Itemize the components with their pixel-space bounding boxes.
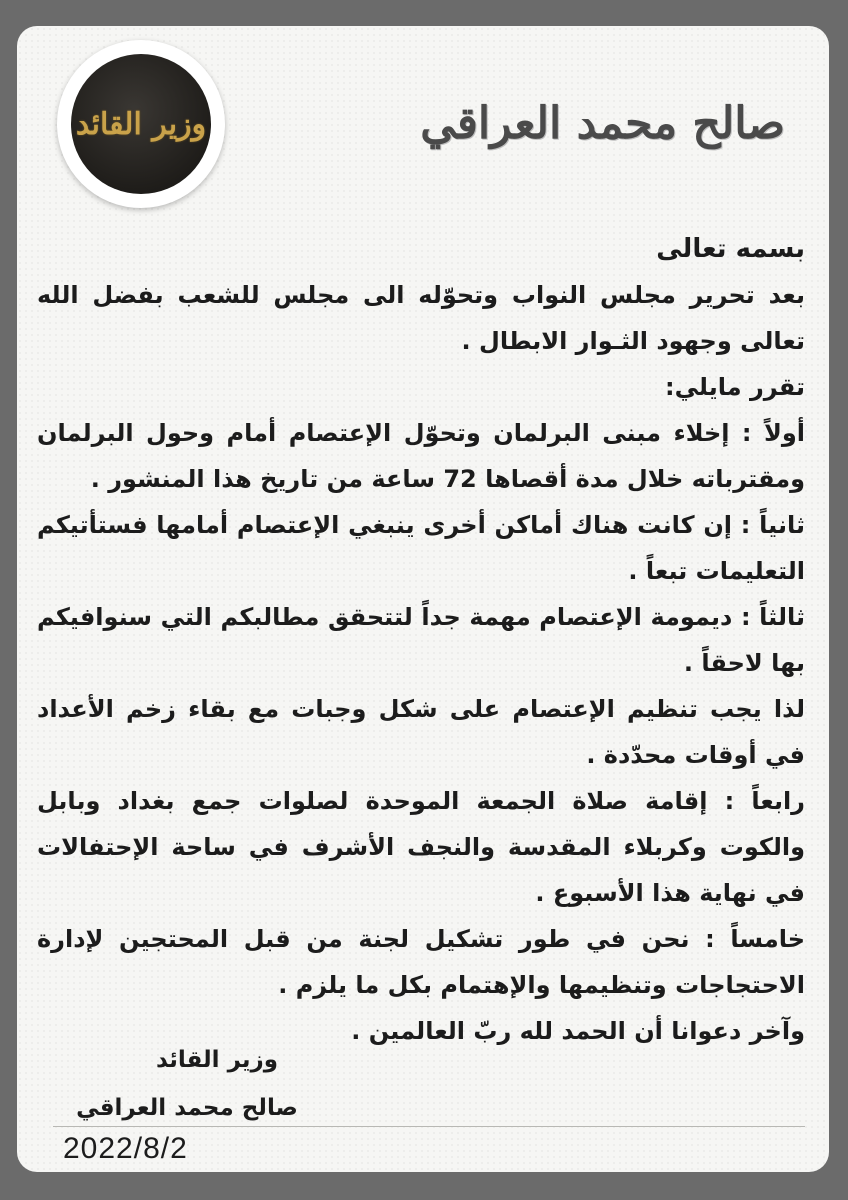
logo-emblem-icon <box>71 54 211 194</box>
letter-date: 2022/8/2 <box>63 1132 188 1165</box>
signature-name: صالح محمد العراقي <box>76 1095 298 1121</box>
letter-card <box>17 26 829 1172</box>
signature-title: وزير القائد <box>155 1047 279 1073</box>
paragraph-fourth: رابعاً : إقامة صلاة الجمعة الموحدة لصلوات جمع بغداد وبابل والكوت وكربلاء المقدسة والنجف الأشرف في ساحة الإحتفالات في نهاية هذا الأسبوع . <box>37 787 805 907</box>
signature-block <box>57 1036 317 1132</box>
letter-body <box>37 226 805 1054</box>
paragraph-third: ثالثاً : ديمومة الإعتصام مهمة جداً لتتحقق مطالبكم التي سنوافيكم بها لاحقاً . <box>37 603 805 677</box>
paragraph-second: ثانياً : إن كانت هناك أماكن أخرى ينبغي الإعتصام أمامها فستأتيكم التعليمات تبعاً . <box>37 511 805 585</box>
logo-badge <box>57 40 225 208</box>
paragraph-therefore: لذا يجب تنظيم الإعتصام على شكل وجبات مع بقاء زخم الأعداد في أوقات محدّدة . <box>37 695 805 769</box>
paragraph-first: أولاً : إخلاء مبنى البرلمان وتحوّل الإعتصام أمام وحول البرلمان ومقترباته خلال مدة أقصاها 72 ساعة من تاريخ هذا المنشور . <box>37 419 805 493</box>
paragraph-closing: وآخر دعوانا أن الحمد لله ربّ العالمين . <box>351 1017 805 1045</box>
paragraph-intro: بعد تحرير مجلس النواب وتحوّله الى مجلس للشعب بفضل الله تعالى وجهود الثـوار الابطال . <box>37 281 805 355</box>
footer-divider <box>53 1126 805 1127</box>
salutation: بسمه تعالى <box>656 234 805 264</box>
paragraph-decision-heading: تقرر مايلي: <box>665 373 805 401</box>
logo-text: وزير القائد <box>75 106 207 142</box>
header-calligraphy-name: صالح محمد العراقي <box>420 98 785 149</box>
paragraph-fifth: خامساً : نحن في طور تشكيل لجنة من قبل المحتجين لإدارة الاحتجاجات وتنظيمها والإهتمام بكل ما يلزم . <box>37 925 805 999</box>
